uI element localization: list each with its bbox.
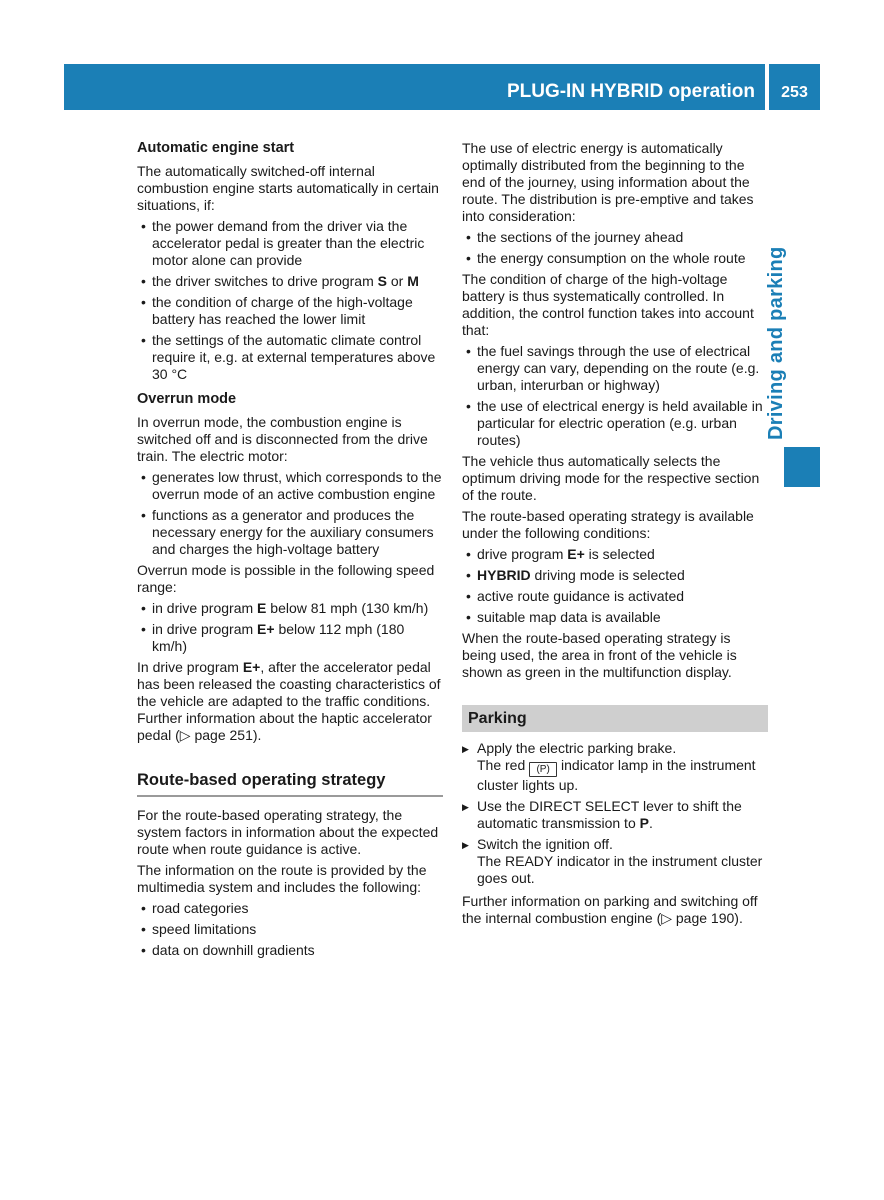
section-tab-marker bbox=[784, 447, 820, 487]
list-item: • the use of electrical energy is held available in particular for electric operation (e.g. urban routes) bbox=[462, 398, 768, 449]
page-title: PLUG-IN HYBRID operation bbox=[506, 81, 755, 102]
heading-route-based-strategy: Route-based operating strategy bbox=[137, 772, 443, 797]
list-item: • generates low thrust, which corresponds to the overrun mode of an active combustion engine bbox=[137, 469, 443, 503]
paragraph: Overrun mode is possible in the following speed range: bbox=[137, 562, 435, 595]
list-item: • the energy consumption on the whole route bbox=[462, 250, 768, 267]
list-item: • the driver switches to drive program S or M bbox=[137, 273, 443, 290]
header-bar bbox=[64, 64, 765, 110]
step-item: ▶ Apply the electric parking brake. The red (P) indicator lamp in the instrument cluster lights up. bbox=[462, 740, 768, 794]
bullet-list bbox=[137, 600, 443, 655]
list-item: • active route guidance is activated bbox=[462, 588, 768, 605]
paragraph: When the route-based operating strategy is being used, the area in front of the vehicle is shown as green in the multifunction display. bbox=[462, 630, 737, 680]
paragraph: The vehicle thus automatically selects the optimum driving mode for the respective section of the route. bbox=[462, 453, 760, 503]
paragraph: The information on the route is provided by the multimedia system and includes the following: bbox=[137, 862, 427, 895]
list-item: • the condition of charge of the high-voltage battery has reached the lower limit bbox=[137, 294, 443, 328]
page-number: 253 bbox=[769, 64, 820, 110]
list-item: • drive program E+ is selected bbox=[462, 546, 768, 563]
parking-brake-icon: (P) bbox=[529, 762, 557, 777]
left-column bbox=[137, 140, 443, 963]
list-item: • in drive program E+ below 112 mph (180 km/h) bbox=[137, 621, 443, 655]
step-list bbox=[462, 740, 768, 887]
step-item: ▶ Switch the ignition off. The READY indicator in the instrument cluster goes out. bbox=[462, 836, 768, 887]
list-item: • the settings of the automatic climate control require it, e.g. at external temperatures above 30 °C bbox=[137, 332, 443, 383]
list-item: • speed limitations bbox=[137, 921, 443, 938]
heading-overrun-mode: Overrun mode bbox=[137, 391, 237, 407]
list-item: • functions as a generator and produces the necessary energy for the auxiliary consumers and charges the high-voltage battery bbox=[137, 507, 443, 558]
right-column bbox=[462, 140, 768, 931]
heading-parking: Parking bbox=[462, 705, 768, 732]
paragraph: In drive program E+, after the accelerator pedal has been released the coasting characteristics of the vehicle are adapted to the traffic conditions. Further information about the haptic accelerator pedal (▷ page 251). bbox=[137, 659, 441, 743]
paragraph: The condition of charge of the high-voltage battery is thus systematically controlled. In addition, the control function takes into account that: bbox=[462, 271, 754, 338]
list-item: • in drive program E below 81 mph (130 km/h) bbox=[137, 600, 443, 617]
paragraph: In overrun mode, the combustion engine is switched off and is disconnected from the drive train. The electric motor: bbox=[137, 414, 428, 464]
list-item: • HYBRID driving mode is selected bbox=[462, 567, 768, 584]
step-item: ▶ Use the DIRECT SELECT lever to shift the automatic transmission to P. bbox=[462, 798, 768, 832]
bullet-list bbox=[137, 218, 443, 383]
bullet-list bbox=[462, 546, 768, 626]
list-item: • the power demand from the driver via the accelerator pedal is greater than the electric motor alone can provide bbox=[137, 218, 443, 269]
bullet-list bbox=[462, 229, 768, 267]
paragraph: The route-based operating strategy is available under the following conditions: bbox=[462, 508, 754, 541]
heading-automatic-engine-start: Automatic engine start bbox=[137, 140, 295, 156]
list-item: • the fuel savings through the use of electrical energy can vary, depending on the route (e.g. urban, interurban or highway) bbox=[462, 343, 768, 394]
paragraph: For the route-based operating strategy, the system factors in information about the expected route when route guidance is active. bbox=[137, 807, 439, 857]
bullet-list bbox=[137, 469, 443, 558]
bullet-list bbox=[462, 343, 768, 449]
paragraph: Further information on parking and switching off the internal combustion engine (▷ page 190). bbox=[462, 893, 758, 926]
list-item: • data on downhill gradients bbox=[137, 942, 443, 959]
list-item: • road categories bbox=[137, 900, 443, 917]
paragraph: The automatically switched-off internal combustion engine starts automatically in certain situations, if: bbox=[137, 163, 439, 213]
list-item: • the sections of the journey ahead bbox=[462, 229, 768, 246]
bullet-list bbox=[137, 900, 443, 959]
list-item: • suitable map data is available bbox=[462, 609, 768, 626]
paragraph: The use of electric energy is automatically optimally distributed from the beginning to the end of the journey, using information about the route. The distribution is pre-emptive and takes into consideration: bbox=[462, 140, 754, 224]
